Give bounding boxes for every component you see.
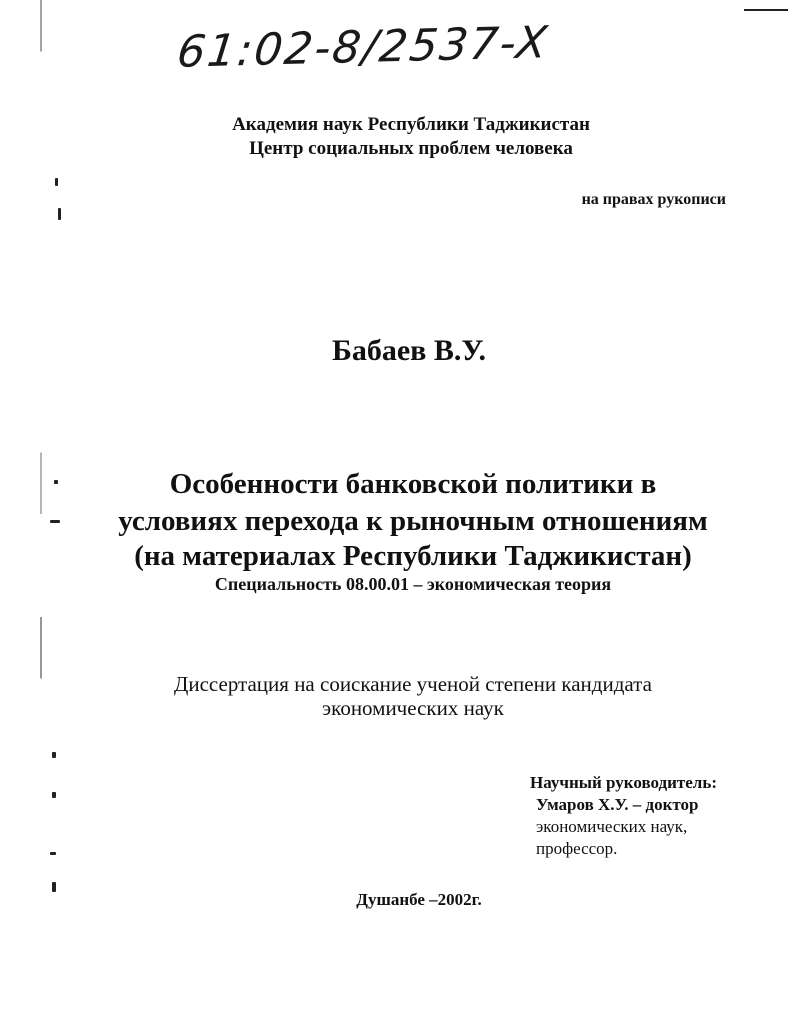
scan-speck	[58, 208, 61, 220]
manuscript-note: на правах рукописи	[581, 191, 726, 208]
scan-speck	[55, 178, 58, 186]
supervisor-block	[530, 772, 717, 860]
archive-number-handwritten: 61:02-8/2537-X	[174, 17, 552, 78]
dissertation-title-line-1: Особенности банковской политики в	[169, 468, 657, 500]
specialty-line: Специальность 08.00.01 – экономическая теория	[214, 574, 612, 594]
scan-speck	[52, 792, 56, 798]
academy-name: Академия наук Республики Таджикистан	[232, 114, 590, 135]
supervisor-title: профессор.	[536, 839, 618, 858]
supervisor-label: Научный руководитель:	[530, 773, 717, 792]
scan-speck	[52, 752, 56, 758]
city-year: Душанбе –2002г.	[356, 890, 482, 909]
scan-speck	[50, 852, 56, 855]
supervisor-degree: экономических наук,	[536, 817, 688, 836]
dissertation-title-line-2: условиях перехода к рыночным отношениям	[118, 505, 708, 537]
dissertation-title-line-3: (на материалах Республики Таджикистан)	[134, 540, 692, 572]
center-name: Центр социальных проблем человека	[249, 138, 573, 159]
author-name: Бабаев В.У.	[332, 334, 486, 367]
degree-statement-line-2: экономических наук	[322, 696, 504, 720]
supervisor-name	[530, 794, 717, 816]
supervisor-name-line: Умаров Х.У. – доктор	[536, 795, 699, 814]
degree-statement-line-1: Диссертация на соискание ученой степени кандидата	[174, 672, 652, 696]
corner-scan-mark	[744, 9, 788, 11]
